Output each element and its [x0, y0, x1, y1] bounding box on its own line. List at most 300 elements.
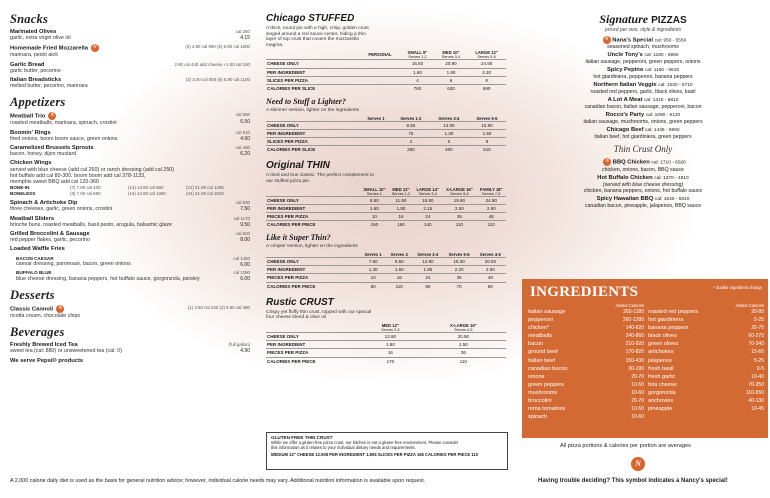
table-cell: 1.60	[360, 204, 389, 212]
table-cell: 20.90	[421, 332, 506, 340]
ingredient-row	[528, 405, 644, 413]
table-cell: 19.90	[442, 196, 476, 204]
left-column	[10, 8, 250, 367]
ingredient-calories: 260-1180	[623, 309, 644, 315]
table-row-label: PER INGREDIENT	[266, 204, 360, 212]
table-cell: 20.50	[475, 258, 506, 266]
table-size-header: MED 12" Serves 1-2	[391, 186, 411, 196]
table-row-label: CHEESE ONLY	[266, 258, 360, 266]
item-calories: (1) 3.50 cal 230 (2) 5.90 cal 490	[187, 304, 250, 310]
thin-header	[520, 158, 766, 166]
chicago-title	[266, 12, 512, 24]
table-cell: 630	[435, 84, 467, 92]
signature-name: Nana's Special	[610, 37, 655, 44]
thin-header	[520, 175, 766, 182]
signature-calories: cal: 1180 - 5960	[644, 53, 679, 59]
item-calories: (3) 3.40 cal 550 (6) 5.90 cal 1100	[185, 77, 250, 83]
item-calories: 2.90 cal 440 add cheese +1.00 cal 150	[174, 61, 250, 67]
gluten-title: GLUTEN FREE THIN CRUST	[271, 435, 333, 440]
table-row-label: PER INGREDIENT	[266, 68, 360, 76]
menu-item	[10, 145, 250, 157]
original-table	[266, 187, 512, 229]
ingredient-calories: 10-50	[631, 406, 644, 413]
item-desc: served with blue cheese (add cal 260) or ranch dressing (add cal 250)	[10, 166, 175, 173]
table-cell: 1.30	[430, 129, 468, 137]
table-row-label: PER INGREDIENT	[266, 341, 360, 349]
table-cell: 16.50	[400, 60, 435, 68]
item-price	[229, 342, 250, 354]
item-desc: melted butter, pecorino, marinara	[10, 83, 88, 90]
table-row-label: PIECES PER PIZZA	[266, 274, 360, 282]
table-cell: 110	[386, 282, 412, 290]
ingredient-name: roma tomatoes	[528, 406, 566, 413]
ingredient-calories: 40-130	[748, 398, 764, 405]
superthin-title: Like it Super Thin?	[266, 233, 331, 243]
ingredient-calories: 30-190	[628, 365, 644, 372]
table-serves: Serves 2-3	[381, 327, 400, 332]
ingredient-calories: 5-25	[753, 317, 764, 324]
menu-item	[10, 62, 250, 74]
table-cell: 70	[444, 282, 475, 290]
table-row	[266, 138, 506, 146]
table-cell: 160	[389, 221, 413, 229]
item-desc: red pepper flakes, garlic, pecorino	[10, 237, 90, 244]
table-row-label: CHEESE ONLY	[266, 121, 360, 129]
item-price	[234, 216, 250, 228]
ingredient-name: green olives	[648, 341, 679, 348]
gluten-desc-1: While we offer a gluten-free pizza crust, our kitchen is not a gluten-free environment. Please consider	[271, 440, 459, 445]
ingredient-name: feta cheese	[648, 381, 677, 388]
item-price-value: 4.90	[240, 348, 250, 355]
item-calories: (full gallon)	[228, 342, 250, 348]
pizza-table	[266, 187, 506, 229]
table-cell: 24.90	[467, 60, 506, 68]
table-cell: 48	[476, 213, 506, 221]
table-cell: 13.90	[360, 332, 421, 340]
table-cell: 690	[467, 84, 506, 92]
table-cell: 2.15	[413, 204, 442, 212]
table-cell: 2.50	[421, 341, 506, 349]
table-size-header: Serves 1	[367, 115, 385, 121]
item-calories: cal 830	[235, 200, 250, 206]
ingredient-name: broccolini	[528, 398, 552, 405]
ingredient-row	[648, 316, 764, 324]
table-cell: 75	[392, 129, 430, 137]
ingredient-calories: 10-45	[751, 406, 764, 413]
pizza-table	[266, 50, 506, 92]
signature-header	[520, 127, 766, 134]
ingredients-right-header: Added Calories	[735, 303, 764, 308]
item-desc: marinara, pesto aioli	[10, 52, 58, 59]
table-size-header: MED 10" Serves 3-4	[435, 50, 467, 60]
superthin-table	[266, 252, 512, 290]
table-serves: Serves 3-4	[441, 55, 461, 60]
ingredient-calories: 140-620	[625, 325, 644, 332]
chicago-title-suffix: STUFFED	[308, 13, 355, 24]
signature-item	[520, 97, 766, 110]
menu-item	[10, 246, 250, 252]
table-cell: 36	[442, 213, 476, 221]
table-row-label: CHEESE ONLY	[266, 60, 360, 68]
menu-item	[10, 231, 250, 243]
item-price-value: 4.60	[240, 135, 250, 142]
ingredient-calories: 110-550	[746, 389, 764, 396]
fries-price-value: 6.00	[240, 276, 250, 283]
ingredient-row	[648, 324, 764, 332]
thin-calories: cal: 1710 - 6020	[651, 160, 686, 166]
ingredient-row	[528, 332, 644, 340]
table-cell	[360, 121, 392, 129]
ingredient-row	[528, 413, 644, 421]
table-size-header: SMALL 10" Serves 1	[360, 187, 389, 197]
signature-desc: italian sausage, mushrooms, onions, green peppers	[583, 119, 703, 126]
ingredient-row	[528, 316, 644, 324]
item-calories: cal 620	[235, 231, 250, 237]
ingredient-row	[648, 357, 764, 365]
ingredient-calories: 170-820	[625, 349, 644, 356]
signature-calories: cal: 1160 - 5810	[644, 68, 680, 74]
original-title-suffix: THIN	[306, 160, 330, 172]
original-title	[266, 159, 512, 171]
ingredient-name: meatballs	[528, 333, 552, 340]
table-cell: 90	[412, 282, 443, 290]
table-cell: 110	[476, 221, 506, 229]
menu-item	[10, 29, 250, 41]
item-price-value: 6.20	[240, 151, 250, 158]
item-price	[186, 77, 250, 83]
menu-item	[10, 200, 250, 212]
item-desc: fried onions, boom boom sauce, green onions	[10, 135, 118, 142]
item-calories: cal 480	[235, 145, 250, 151]
table-cell: 6	[435, 76, 467, 84]
thin-desc: (served with blue cheese dressing)	[602, 181, 684, 188]
table-cell: 400	[430, 146, 468, 154]
fries-calories: cal 1390	[233, 270, 250, 276]
ingredient-row	[648, 308, 764, 316]
table-cell: 16	[386, 274, 412, 282]
signature-header	[520, 67, 766, 74]
appetizers-title: Appetizers	[10, 95, 66, 110]
wings-price: (14) 14.90 cal 860	[128, 185, 164, 191]
nancy-n-icon: N	[91, 44, 99, 52]
table-cell: 510	[468, 146, 506, 154]
thin-calories: cal: 1370 - 4810	[654, 175, 689, 181]
table-cell	[360, 146, 392, 154]
ingredient-name: hot giardiniera	[648, 317, 684, 324]
signature-desc: hot giardiniera, pepperoni, banana peppers	[593, 74, 693, 81]
ingredient-calories: 10-40	[751, 373, 764, 380]
table-cell	[360, 60, 400, 68]
ingredient-row	[648, 348, 764, 356]
thin-calories: cal: 1540 - 5810	[654, 196, 690, 202]
table-size-header: Serves 5-6	[448, 252, 470, 257]
ingredient-calories: 60-270	[748, 333, 764, 340]
ingredient-calories: 260-1280	[622, 317, 644, 324]
table-cell: 110	[421, 357, 506, 365]
table-size-header: LARGE 12" Serves 5-6	[467, 50, 506, 60]
signature-header	[520, 82, 766, 89]
signature-calories: cal: 1030 - 5710	[658, 83, 693, 89]
table-size-header: MED 12" Serves 2-3	[360, 323, 421, 333]
table-cell: 80	[360, 282, 386, 290]
portions-note: All pizza portions & calories per portion are averages	[560, 443, 691, 449]
item-desc: garlic, extra virgin olive oil	[10, 35, 71, 42]
table-cell: 760	[400, 84, 435, 92]
appetizers-list-2	[10, 200, 250, 252]
table-cell: 10	[360, 213, 389, 221]
ingredient-name: mushrooms	[528, 389, 558, 396]
signature-name: Spicy Pepino	[606, 67, 645, 74]
table-row	[266, 357, 506, 365]
table-cell: 1.50	[468, 129, 506, 137]
table-cell: 280	[392, 146, 430, 154]
menu-item	[10, 44, 250, 58]
ingredient-row	[528, 348, 644, 356]
menu-item	[10, 342, 250, 354]
table-row	[266, 266, 506, 274]
fries-name: BUFFALO BLUE	[16, 270, 52, 276]
gluten-free-box	[266, 432, 508, 470]
pepsi-text: We serve Pepsi® products	[10, 357, 84, 364]
table-header-row	[266, 50, 506, 60]
table-row-label: CALORIES PER PIECE	[266, 282, 360, 290]
ingredient-calories: 5-25	[753, 357, 764, 364]
ingredient-row	[528, 340, 644, 348]
ingredient-name: onions	[528, 373, 545, 380]
item-desc: garlic butter, pecorino	[10, 67, 61, 74]
menu-item	[10, 216, 250, 228]
table-row	[266, 341, 506, 349]
item-name: Homemade Fried Mozzarella N	[10, 44, 250, 52]
wings-row	[10, 191, 250, 197]
signature-name: Rocco's Party	[605, 112, 646, 119]
signature-calories: cal: 950 - 5550	[654, 38, 687, 44]
fries-item	[10, 256, 250, 268]
ingredient-calories: 20-70	[751, 325, 764, 332]
fries-price-value: 6.00	[240, 261, 250, 268]
item-name: Loaded Waffle Fries	[10, 246, 65, 253]
item-calories: cal 250	[235, 29, 250, 34]
ingredient-calories: 70-340	[748, 341, 764, 348]
nancy-note: Having trouble deciding? This symbol indicates a Nancy's special!	[538, 478, 728, 484]
table-size-header: Serves 1-2	[400, 115, 422, 121]
table-size-header: Serves 3-4	[438, 115, 460, 121]
table-row	[266, 282, 506, 290]
original-desc: A tried and true classic. The perfect complement to our stuffed pizza pie.	[266, 173, 374, 185]
signature-item	[520, 52, 766, 65]
wings-label: BONELESS	[10, 191, 36, 197]
table-row	[266, 221, 506, 229]
table-cell: 36	[421, 349, 506, 357]
item-price	[236, 112, 250, 124]
ingredient-name: bacon	[528, 341, 544, 348]
menu-item	[10, 77, 250, 89]
table-cell: 4	[400, 76, 435, 84]
appetizers-list	[10, 112, 250, 172]
ingredient-row	[528, 373, 644, 381]
table-cell: 24	[413, 213, 442, 221]
item-name: Freshly Brewed Iced Tea	[10, 342, 78, 349]
table-row	[266, 274, 506, 282]
table-cell: 24.90	[476, 196, 506, 204]
item-calories: cal 910	[235, 129, 250, 135]
menu-item	[10, 112, 250, 126]
table-cell: 10	[360, 274, 386, 282]
table-cell: 15.90	[468, 121, 506, 129]
table-row	[266, 76, 506, 84]
thin-item	[520, 196, 766, 209]
table-row-label: CALORIES PER SLICE	[266, 84, 360, 92]
signature-header	[520, 97, 766, 104]
table-cell: 8.50	[360, 196, 389, 204]
signature-desc: italian beef, hot giardiniera, green peppers	[594, 134, 692, 141]
table-cell: 2.20	[467, 68, 506, 76]
signature-item	[520, 67, 766, 80]
ingredient-name: fresh basil	[648, 365, 674, 372]
table-row	[266, 146, 506, 154]
ingredient-row	[528, 308, 644, 316]
table-cell: 16.30	[444, 258, 475, 266]
signature-header	[520, 52, 766, 59]
item-name: Classic Cannoli N	[10, 305, 250, 313]
ingredient-name: banana peppers	[648, 325, 689, 332]
ingredient-name: anchovies	[648, 398, 674, 405]
item-name: Marinated Olives	[10, 29, 57, 35]
table-row-label: PER INGREDIENT	[266, 266, 360, 274]
thin-desc: chicken, onions, bacon, BBQ sauce	[602, 166, 684, 173]
menu-item	[10, 305, 250, 319]
rustic-title-text: Rustic	[266, 296, 297, 308]
signature-item	[520, 82, 766, 95]
table-cell: 1.85	[412, 266, 443, 274]
ingredients-panel	[522, 279, 768, 438]
table-serves: Serves 5-6	[477, 55, 496, 60]
table-size-header: LARGE 14" Serves 3-4	[413, 187, 442, 197]
ingredient-calories: 20-80	[751, 309, 764, 315]
table-cell: 1.80	[389, 204, 413, 212]
table-cell: 2.20	[444, 266, 475, 274]
table-cell: 7.50	[360, 258, 386, 266]
ingredient-name: fresh garlic	[648, 373, 676, 380]
table-row	[266, 121, 506, 129]
thin-name: BBQ Chicken	[611, 159, 652, 166]
ingredient-calories: 150-430	[625, 357, 644, 364]
fries-desc: caesar dressing, parmesan, bacon, green onions	[16, 261, 131, 268]
table-serves: Serves 5-6	[450, 191, 469, 196]
wings-price: (24) 21.90 cal 2040	[186, 191, 224, 197]
item-name: Caramelized Brussels Sprouts	[10, 145, 94, 152]
fries-list	[10, 256, 250, 282]
ingredient-name: roasted red peppers	[648, 309, 699, 315]
nancy-n-icon: N	[603, 158, 611, 166]
gluten-price-row: MEDIUM 12" CHEESE 12.90$ PER INGREDIENT 1.80$ SLICES PER PIZZA 16$ CALORIES PER PIECE 110	[271, 452, 479, 457]
ingredient-row	[528, 397, 644, 405]
table-cell: 36	[444, 274, 475, 282]
table-cell: 80	[475, 282, 506, 290]
item-calories: cal 1170	[233, 215, 250, 221]
table-row	[266, 204, 506, 212]
table-corner	[266, 323, 360, 333]
item-desc: ricotta cream, chocolate chips	[10, 312, 81, 319]
table-cell: 8	[467, 76, 506, 84]
table-row-label: PER INGREDIENT	[266, 129, 360, 137]
wings-price: (16) 14.90 cal 1360	[128, 191, 166, 197]
table-cell: 4	[392, 138, 430, 146]
table-size-header: X-LARGE 16" Serves 5-6	[442, 187, 476, 197]
ingredient-row	[648, 365, 764, 373]
table-row-label: CHEESE ONLY	[266, 196, 360, 204]
signature-title-suffix: PIZZAS	[651, 15, 687, 26]
fries-price	[233, 256, 250, 268]
table-row-label: PIECES PER PIZZA	[266, 213, 360, 221]
table-cell: 12.90	[412, 258, 443, 266]
ingredient-row	[528, 389, 644, 397]
table-cell: 1.50	[386, 266, 412, 274]
signature-name: Northern Italian Veggie	[593, 82, 659, 89]
ingredient-calories: 20-70	[631, 373, 644, 380]
ingredient-name: italian beef	[528, 357, 556, 364]
item-name: Spinach & Artichoke Dip	[10, 200, 78, 207]
table-serves: Serves 4-5	[454, 327, 473, 332]
ingredient-name: black olives	[648, 333, 677, 340]
thin-only-list	[520, 158, 766, 208]
rustic-title-suffix: CRUST	[299, 296, 334, 308]
menu-item	[10, 160, 250, 172]
item-price	[174, 62, 250, 68]
signature-desc: seasoned spinach, mushrooms	[607, 44, 679, 51]
thin-desc-2: chicken, banana peppers, onions, hot buffalo sauce	[583, 187, 703, 194]
rustic-title	[266, 296, 512, 308]
thin-name: Spicy Hawaiian BBQ	[596, 195, 655, 202]
table-size-header: Serves 5-6	[476, 115, 498, 121]
table-row	[266, 129, 506, 137]
table-cell	[360, 68, 400, 76]
right-column	[520, 8, 766, 211]
ingredient-name: gorgonzola	[648, 389, 676, 396]
table-row-label: CALORIES PER SLICE	[266, 146, 360, 154]
table-serves: Serves 1-2	[391, 191, 411, 196]
item-name: Meatball Trio N	[10, 112, 250, 120]
table-header-row	[266, 187, 506, 197]
table-cell: 140	[413, 221, 442, 229]
table-row-label: SLICES PER PIZZA	[266, 76, 360, 84]
table-row	[266, 68, 506, 76]
table-row	[266, 196, 506, 204]
nutrition-advice: A 2,000 calorie daily diet is used as the basis for general nutrition advice; however, individual calorie needs may vary. Additional nutrition information is available upon request.	[10, 478, 426, 484]
item-price	[185, 44, 250, 50]
ingredient-row	[648, 405, 764, 413]
ingredient-row	[528, 357, 644, 365]
wings-price: (21) 21.90 cal 1290	[186, 185, 224, 191]
table-row-label: CHEESE ONLY	[266, 332, 360, 340]
table-cell	[360, 138, 392, 146]
item-calories: cal 550	[235, 112, 250, 118]
lighter-title: Need to Stuff a Lighter?	[266, 97, 346, 107]
ingredient-name: jalapenos	[648, 357, 672, 364]
table-cell: 1.80	[435, 68, 467, 76]
signature-header	[520, 112, 766, 119]
signature-header	[520, 36, 766, 44]
table-cell: 2.50	[475, 266, 506, 274]
superthin-desc: A crispier version, lighter on the ingredients	[266, 244, 358, 250]
item-price-value: 4.15	[240, 35, 250, 42]
wings-sauce-text: hot buffalo add cal 80-300, boom boom add cal 378-1133,	[10, 172, 146, 179]
table-cell: 20.90	[435, 60, 467, 68]
beverages-list	[10, 342, 250, 354]
table-size-header: Serves 1	[364, 252, 382, 257]
signature-desc: italian sausage, pepperoni, green peppers, onions	[585, 59, 701, 66]
signature-list	[520, 36, 766, 140]
